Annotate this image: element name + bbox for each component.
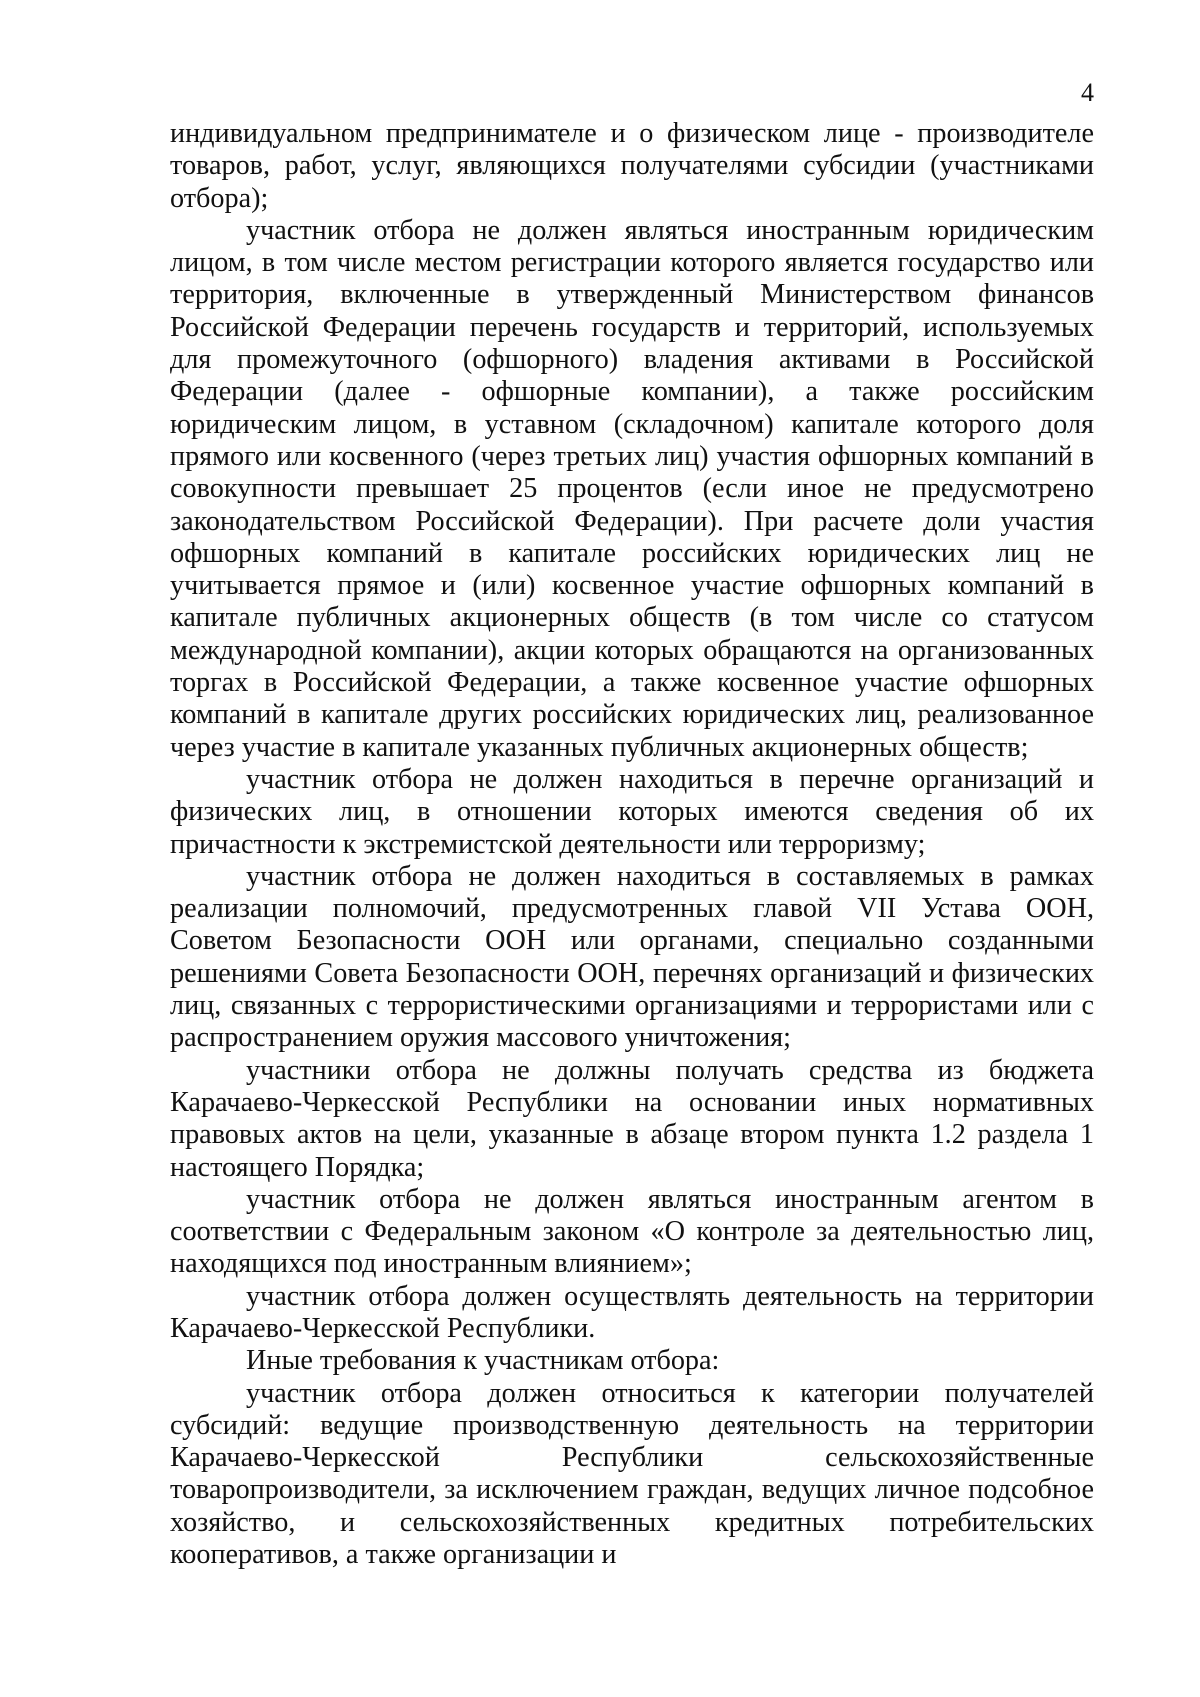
paragraph-offshore-requirement: участник отбора не должен являться иностранным юридическим лицом, в том числе местом регистрации которого является государство или территория, включенные в утвержденный Министерством финансов Российской Федерации перечень государств и территорий, используемых для промежуточного (офшорного) владения активами в Российской Федерации (далее - офшорные компании), а также российским юридическим лицом, в уставном (складочном) капитале которого доля прямого или косвенного (через третьих лиц) участия офшорных компаний в совокупности превышает 25 процентов (если иное не предусмотрено законодательством Российской Федерации). При расчете доли участия офшорных компаний в капитале российских юридических лиц не учитывается прямое и (или) косвенное участие офшорных компаний в капитале публичных акционерных обществ (в том числе со статусом международной компании), акции которых обращаются на организованных торгах в Российской Федерации, а также косвенное участие офшорных компаний в капитале других российских юридических лиц, реализованное через участие в капитале указанных публичных акционерных обществ; <box>170 214 1094 763</box>
paragraph-un-security-council: участник отбора не должен находиться в составляемых в рамках реализации полномочий, предусмотренных главой VII Устава ООН, Советом Безопасности ООН или органами, специально созданными решениями Совета Безопасности ООН, перечнях организаций и физических лиц, связанных с террористическими организациями и террористами или с распространением оружия массового уничтожения; <box>170 860 1094 1054</box>
paragraph-budget-funds: участники отбора не должны получать средства из бюджета Карачаево-Черкесской Республики на основании иных нормативных правовых актов на цели, указанные в абзаце втором пункта 1.2 раздела 1 настоящего Порядка; <box>170 1054 1094 1183</box>
document-body <box>170 118 1094 1571</box>
paragraph-category: участник отбора должен относиться к категории получателей субсидий: ведущие производственную деятельность на территории Карачаево-Черкесской Республики сельскохозяйственные товаропроизводители, за исключением граждан, ведущих личное подсобное хозяйство, и сельскохозяйственных кредитных потребительских кооперативов, а также организации и <box>170 1377 1094 1571</box>
paragraph-other-requirements-heading: Иные требования к участникам отбора: <box>246 1345 720 1377</box>
paragraph-extremism-list: участник отбора не должен находиться в перечне организаций и физических лиц, в отношении которых имеются сведения об их причастности к экстремистской деятельности или терроризму; <box>170 763 1094 860</box>
page-number: 4 <box>1081 78 1094 107</box>
paragraph-foreign-agent: участник отбора не должен являться иностранным агентом в соответствии с Федеральным законом «О контроле за деятельностью лиц, находящихся под иностранным влиянием»; <box>170 1183 1094 1280</box>
paragraph-continuation: индивидуальном предпринимателе и о физическом лице - производителе товаров, работ, услуг, являющихся получателями субсидии (участниками отбора); <box>170 118 1094 214</box>
paragraph-territory: участник отбора должен осуществлять деятельность на территории Карачаево-Черкесской Республики. <box>170 1280 1094 1344</box>
